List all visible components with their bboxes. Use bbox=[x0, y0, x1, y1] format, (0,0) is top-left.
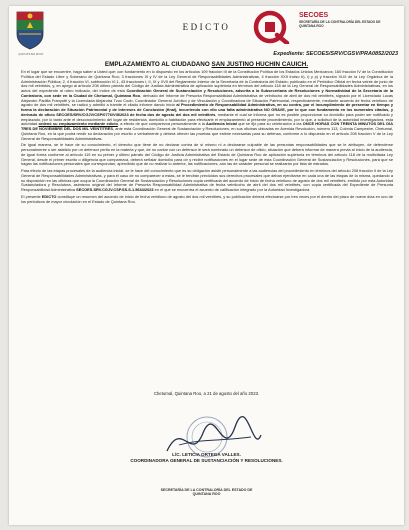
paragraph-text: Para efecto de las etapas procesales de la audiencia inicial, se le hace del conocimiento que es su obligación asistir personalmente a las audiencias del procedimiento en términos del artículo 208 fracción II de la Ley General de Responsabilidades Administrativas, y para el caso de no comparecer a estas, se le tendrán precluidos sus derechos procesales que deban ejercitarse en cada una de las etapas de la misma, quedando a su disposición en las oficinas que ocupa la Coordinación General de Sustanciación y Resoluciones copia certificada del acuerdo de inicio de fecha veintiuno de agosto de dos mil veintitrés, emitido por esta Autoridad Sustanciadora y Resolutora, asimismo original del Informe de Presunta Responsabilidad Administrativa de fecha veintiocho de abril del dos mil veintitrés, con copia certificada del Expediente de Presunta Responsabilidad Administrativa bbox=[21, 168, 393, 192]
secoes-logo-icon bbox=[241, 10, 301, 44]
paragraph-text: El presente bbox=[21, 193, 42, 199]
body-paragraph bbox=[21, 143, 393, 167]
emphasized-text: Coordinación General de Sustanciación y Resoluciones, adscrita a la Subsecretaría de Resoluciones y Normatividad de la Secretaría de la Contraloría, con sede en la Ciudad de Chetumal, Quintana Roo bbox=[21, 88, 394, 98]
secretariat-subtitle: SECRETARÍA DE LA CONTRALORÍA DEL ESTADO DE QUINTANA ROO bbox=[299, 20, 381, 28]
title-prefix: EMPLAZAMIENTO AL CIUDADANO bbox=[104, 61, 212, 68]
emphasized-text: EDICTO bbox=[41, 193, 57, 199]
signature-and-seal-icon bbox=[127, 411, 287, 481]
paragraph-text: , ante esta Coordinación General de Sustanciación y Resoluciones, en sus oficinas ubicadas en Avenida Revolución, número 113, Colonia Campestre, Chetumal, Quintana Roo, en la que podrá rendir su declaración por escrito o verbalmente y deberá ofrecer las pruebas que estime necesarias para su defensa, conforme a lo dispuesto en el artículo 208 fracción V de la Ley General de Responsabilidades Administrativas. bbox=[21, 126, 394, 141]
emphasized-text: SECOES.SRV.CGJV.CSP.SS.S.1.5634/2023 bbox=[76, 187, 154, 192]
edict-document bbox=[9, 6, 404, 525]
paragraph-text: En el lugar que se encuentre, hago saber a Usted que: con fundamento en lo dispuesto en los artículos 109 fracción III de la Constitución Política de los Estados Unidos Mexicanos; 160 fracción IV de la Constitución Política del Estado Libre y Soberano de Quintana Roo; 3 fracciones III y IV de la Ley General de Responsabilidades Administrativas, 4 fracción XXII inciso b), i) y p) y fracción XLIII de la Ley Orgánica de la Administración Pública; 2, 4 fracción VI, subfracción VI.1, 43 fracciones I, II, IX y XVII del Reglamento Interior de la Secretaría de la Contraloría del Estado; publicado en el Periódico Oficial en fecha veinte de junio de dos mil veintidós, y, en apego al artículo 208 último párrafo del Código de Justicia Administrativa de aplicación supletoria en términos del artículo 118 de la Ley General de Responsabilidades Administrativas, en los autos del expediente al rubro indicado, del índice de esta bbox=[21, 69, 393, 93]
document-title bbox=[9, 61, 404, 68]
paragraph-text: , a efecto de que comparezca personalmente a la bbox=[117, 121, 207, 127]
paragraph-text: , derivado del Informe de Presunta Responsabilidad Administrativa de veintiocho de abril de dos mil veintitrés, signado por el Licenciado Lucas Alejandro Padilla Franyutti y la Licenciada Alejandra Tzuc Coob, Coordinador General Jurídico y de Vinculación y Coordinadora de Situación Patrimonial, respectivamente, mediante acuerdo de fecha veintiuno de agosto de dos mil veintitrés, se radicó y admitió a trámite el citado informe dando inicio bbox=[21, 92, 393, 108]
emphasized-text: ordenó su emplazamiento mediante edicto bbox=[38, 121, 118, 127]
signer-title: COORDINADORA GENERAL DE SUSTANCIACIÓN Y RESOLUCIONES. bbox=[130, 458, 283, 463]
expediente-number: Expediente: SECOES/SRV/CGSV/PRA0852/2023 bbox=[273, 51, 398, 57]
paragraph-text: en el que se encuentra el acuerdo de calificación integrado por la Autoridad Investigadora. bbox=[153, 187, 311, 192]
signer-name: L/C. LETICIA ORTEGA VALLES. bbox=[172, 452, 241, 457]
seal-text: SECRETARÍA DE LA CONTRALORÍA DEL ESTADO DE QUINTANA ROO bbox=[160, 488, 253, 497]
secretariat-name: SECOES bbox=[299, 12, 329, 19]
body-paragraph bbox=[21, 169, 393, 193]
edicto-heading: EDICTO bbox=[182, 22, 231, 32]
emphasized-text: Audiencia Inicial bbox=[206, 121, 237, 127]
document-header bbox=[9, 6, 404, 66]
emphasized-text: ONCE HORAS CON TREINTA MINUTOS DEL DÍA TRES DE NOVIEMBRE DEL DOS MIL VEINTITRÉS bbox=[21, 121, 394, 131]
document-body bbox=[21, 70, 393, 206]
date-line: Chetumal, Quintana Roo, a 21 de agosto del año 2023. bbox=[153, 391, 260, 396]
title-name: SAN JUSTINO HUCHIN CAUICH. bbox=[211, 61, 309, 68]
body-paragraph bbox=[21, 70, 393, 141]
paragraph-text: De igual manera, se le hace de su conocimiento, el derecho que tiene de no declarar contra de sí mismo ni a declararse culpable de las presuntas responsabilidades que se le atribuyen, de defenderse personalmente o ser asistido por un defensor perito en la materia y que, de no contar con un defensor le será nombrado un defensor de oficio, situación que deberá informar de manera previa al inicio de la audiencia, de igual forma conforme al artículo 119 en su primer y último párrafo del Código de Justicia Administrativa del Estado de Quintana Roo de aplicación supletoria en términos del artículo 118 de la multicitada Ley General, desde el primer escrito o diligencia que comparezca, deberá señalar domicilio para oír y recibir notificaciones en el lugar sede de esta Coordinación General de Sustanciación y Resoluciones, para que se hagan las notificaciones personales que correspondan, apercibido que de no realizar lo anterior, las notificaciones, aún las de carácter personal se realizarán por lista de estrados. bbox=[21, 142, 393, 167]
paragraph-text: , mediante el cual se informa que no es posible proporcionar su domicilio para poder ser notificado y emplazado, por lo tanto ante el desconocimiento del lugar de residencia, domicilio o habitación para efectuarle el emplazamiento al presente procedimiento, por lo que, a solicitud de la autoridad investigadora, esta autoridad bbox=[21, 111, 393, 127]
state-label: QUINTANA ROO bbox=[18, 52, 44, 56]
body-paragraph bbox=[21, 195, 393, 205]
emphasized-text: al Procedimiento de Responsabilidad Administrativa, en su contra, por el incumplimiento de presentar en tiempo y forma la declaración de Situación Patrimonial y de Intereses de Conclusión (final), incurriendo con ello una falta administrativa NO GRAVE, por lo que con fundamento en los numerales citados, y derivado de oficio SECOES/SRV/CGJV/CSP/0776/VIII/2023 de fecha dos de agosto del dos mil veintitrés bbox=[21, 102, 393, 117]
paragraph-text: que se fijó para su celebración a las bbox=[236, 121, 303, 127]
paragraph-text: constituye un resumen del acuerdo de inicio de fecha veintiuno de agosto del dos mil veintitrés, y su publicación deberá efectuarse por tres veces por el dentro del plazo de nueve días en uno de los periódicos de mayor circulación en el Estado de Quintana Roo. bbox=[21, 193, 393, 204]
